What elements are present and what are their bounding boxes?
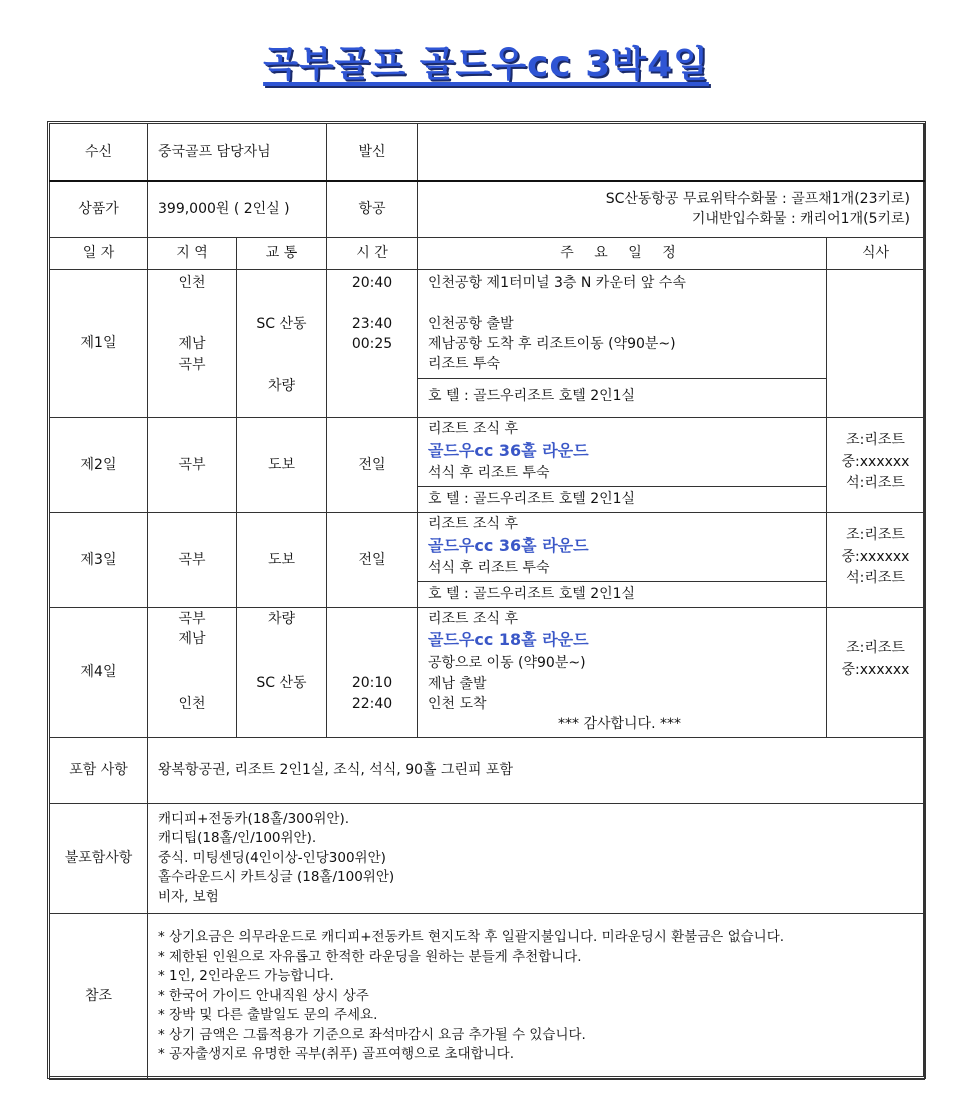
hotel-divider (418, 378, 826, 379)
meal-item: 조:리조트 (846, 527, 905, 543)
schedule-line: 제남공항 도착 후 리조트이동 (약90분~) (428, 336, 676, 352)
airline-line-1: SC산동항공 무료위탁수화물 : 골프채1개(23키로) (605, 190, 910, 207)
excluded-item: 캐디팁(18홀/인/100위안). (158, 830, 317, 847)
price-value: 399,000원 ( 2인실 ) (148, 181, 327, 238)
day1-time (327, 270, 418, 418)
region-item: 제남 (178, 631, 206, 647)
included-text: 왕복항공권, 리조트 2인1실, 조식, 석식, 90홀 그린피 포함 (148, 738, 925, 804)
day1-transport (237, 270, 327, 418)
col-meals: 식사 (827, 238, 925, 270)
day-row-4 (50, 608, 925, 738)
time-item: 전일 (327, 513, 418, 608)
hotel-line: 호 텔 : 골드우리조트 호텔 2인1실 (428, 388, 636, 404)
day-label: 제2일 (50, 418, 148, 513)
excluded-label: 불포함사항 (50, 804, 148, 914)
page-title: 곡부골프 골드우cc 3박4일 (263, 44, 709, 85)
col-schedule: 주 요 일 정 (418, 238, 827, 270)
day4-region (148, 608, 237, 738)
time-item: 23:40 (351, 316, 393, 332)
day4-transport (237, 608, 327, 738)
round-highlight: 골드우cc 36홀 라운드 (428, 441, 589, 460)
price-label: 상품가 (50, 181, 148, 238)
note-item: * 제한된 인원으로 자유롭고 한적한 라운딩을 원하는 분들게 추천합니다. (158, 948, 582, 965)
meal-item: 중:xxxxxx (841, 548, 910, 565)
airline-info (418, 181, 925, 238)
schedule-line: 인천 도착 (428, 696, 487, 712)
day1-meals (827, 270, 925, 418)
day4-schedule (418, 608, 827, 738)
meal-item: 중:xxxxxx (841, 453, 910, 470)
schedule-line: 인천공항 출발 (428, 316, 514, 332)
time-item: 20:40 (351, 275, 393, 291)
airline-line-2: 기내반입수화물 : 캐리어1개(5키로) (691, 211, 910, 228)
transport-item: SC 산동 (256, 316, 307, 332)
meal-item: 석:리조트 (846, 570, 905, 587)
day-label: 제3일 (50, 513, 148, 608)
round-highlight: 골드우cc 36홀 라운드 (428, 536, 589, 555)
schedule-line: 석식 후 리조트 투숙 (428, 465, 550, 481)
schedule-line: 리조트 조식 후 (428, 421, 519, 437)
header-row-price (50, 181, 925, 238)
transport-item: 차량 (267, 378, 296, 394)
from-label: 발신 (327, 124, 418, 181)
hotel-line: 호 텔 : 골드우리조트 호텔 2인1실 (428, 586, 636, 602)
notes-row (50, 914, 925, 1080)
day1-region (148, 270, 237, 418)
transport-item: SC 산동 (256, 675, 307, 691)
meal-item: 석:리조트 (846, 475, 905, 492)
excluded-item: 중식. 미팅센딩(4인이상-인당300위안) (158, 849, 386, 866)
round-highlight: 골드우cc 18홀 라운드 (428, 630, 589, 649)
itinerary-table (49, 123, 925, 1080)
col-transport: 교 통 (237, 238, 327, 270)
meal-item: 중:xxxxxx (841, 661, 910, 678)
meal-item: 조:리조트 (846, 640, 905, 656)
region-item: 곡부 (148, 513, 237, 608)
schedule-line: 리조트 조식 후 (428, 516, 519, 532)
time-item: 00:25 (351, 336, 393, 352)
schedule-line: 리조트 투숙 (428, 356, 501, 372)
transport-item: 도보 (237, 418, 327, 513)
included-label: 포함 사항 (50, 738, 148, 804)
transport-item: 차량 (267, 611, 296, 627)
note-item: * 장박 및 다른 출발일도 문의 주세요. (158, 1007, 378, 1024)
notes-label: 참조 (50, 914, 148, 1080)
day3-schedule (418, 513, 827, 608)
excluded-item: 홀수라운드시 카트싱글 (18홀/100위안) (158, 869, 395, 886)
day4-meals (827, 608, 925, 738)
hotel-divider (418, 486, 826, 487)
col-region: 지 역 (148, 238, 237, 270)
time-item: 22:40 (351, 696, 393, 712)
schedule-line: 석식 후 리조트 투숙 (428, 560, 550, 576)
note-item: * 공자출생지로 유명한 곡부(취푸) 골프여행으로 초대합니다. (158, 1046, 515, 1063)
day4-time (327, 608, 418, 738)
time-item: 전일 (327, 418, 418, 513)
hotel-divider (418, 581, 826, 582)
notes-list (148, 914, 925, 1080)
meal-item: 조:리조트 (846, 432, 905, 448)
day2-meals (827, 418, 925, 513)
excluded-item: 캐디피+전동카(18홀/300위안). (158, 810, 349, 827)
column-header-row (50, 238, 925, 270)
note-item: * 상기요금은 의무라운드로 캐디피+전동카트 현지도착 후 일괄지불입니다. 미라운딩시 환불금은 없습니다. (158, 929, 785, 946)
day-label: 제1일 (50, 270, 148, 418)
airline-label: 항공 (327, 181, 418, 238)
region-item: 곡부 (178, 357, 206, 373)
col-time: 시 간 (327, 238, 418, 270)
day-row-3 (50, 513, 925, 608)
day-row-1 (50, 270, 925, 418)
region-item: 인천 (178, 696, 206, 712)
col-day: 일 자 (50, 238, 148, 270)
to-value: 중국골프 담당자님 (148, 124, 327, 181)
time-item: 20:10 (351, 675, 393, 691)
excluded-item: 비자, 보험 (158, 888, 219, 905)
schedule-line: 제남 출발 (428, 676, 487, 692)
note-item: * 한국어 가이드 안내직원 상시 상주 (158, 987, 369, 1004)
schedule-line: 인천공항 제1터미널 3층 N 카운터 앞 수속 (428, 275, 686, 291)
day1-schedule (418, 270, 827, 418)
day-row-2 (50, 418, 925, 513)
from-value (418, 124, 925, 181)
day-label: 제4일 (50, 608, 148, 738)
excluded-list (148, 804, 925, 914)
excluded-row (50, 804, 925, 914)
schedule-line: 리조트 조식 후 (428, 611, 519, 627)
transport-item: 도보 (237, 513, 327, 608)
region-item: 곡부 (178, 611, 206, 627)
schedule-line: 공항으로 이동 (약90분~) (428, 655, 586, 671)
note-item: * 1인, 2인라운드 가능합니다. (158, 968, 334, 985)
hotel-line: 호 텔 : 골드우리조트 호텔 2인1실 (428, 491, 636, 507)
to-label: 수신 (50, 124, 148, 181)
region-item: 곡부 (148, 418, 237, 513)
region-item: 인천 (178, 275, 206, 291)
day2-schedule (418, 418, 827, 513)
header-row-to (50, 124, 925, 181)
region-item: 제남 (178, 336, 206, 352)
note-item: * 상기 금액은 그룹적용가 기준으로 좌석마감시 요금 추가될 수 있습니다. (158, 1026, 586, 1043)
thanks-note: *** 감사합니다. *** (558, 716, 681, 732)
day3-meals (827, 513, 925, 608)
included-row (50, 738, 925, 804)
